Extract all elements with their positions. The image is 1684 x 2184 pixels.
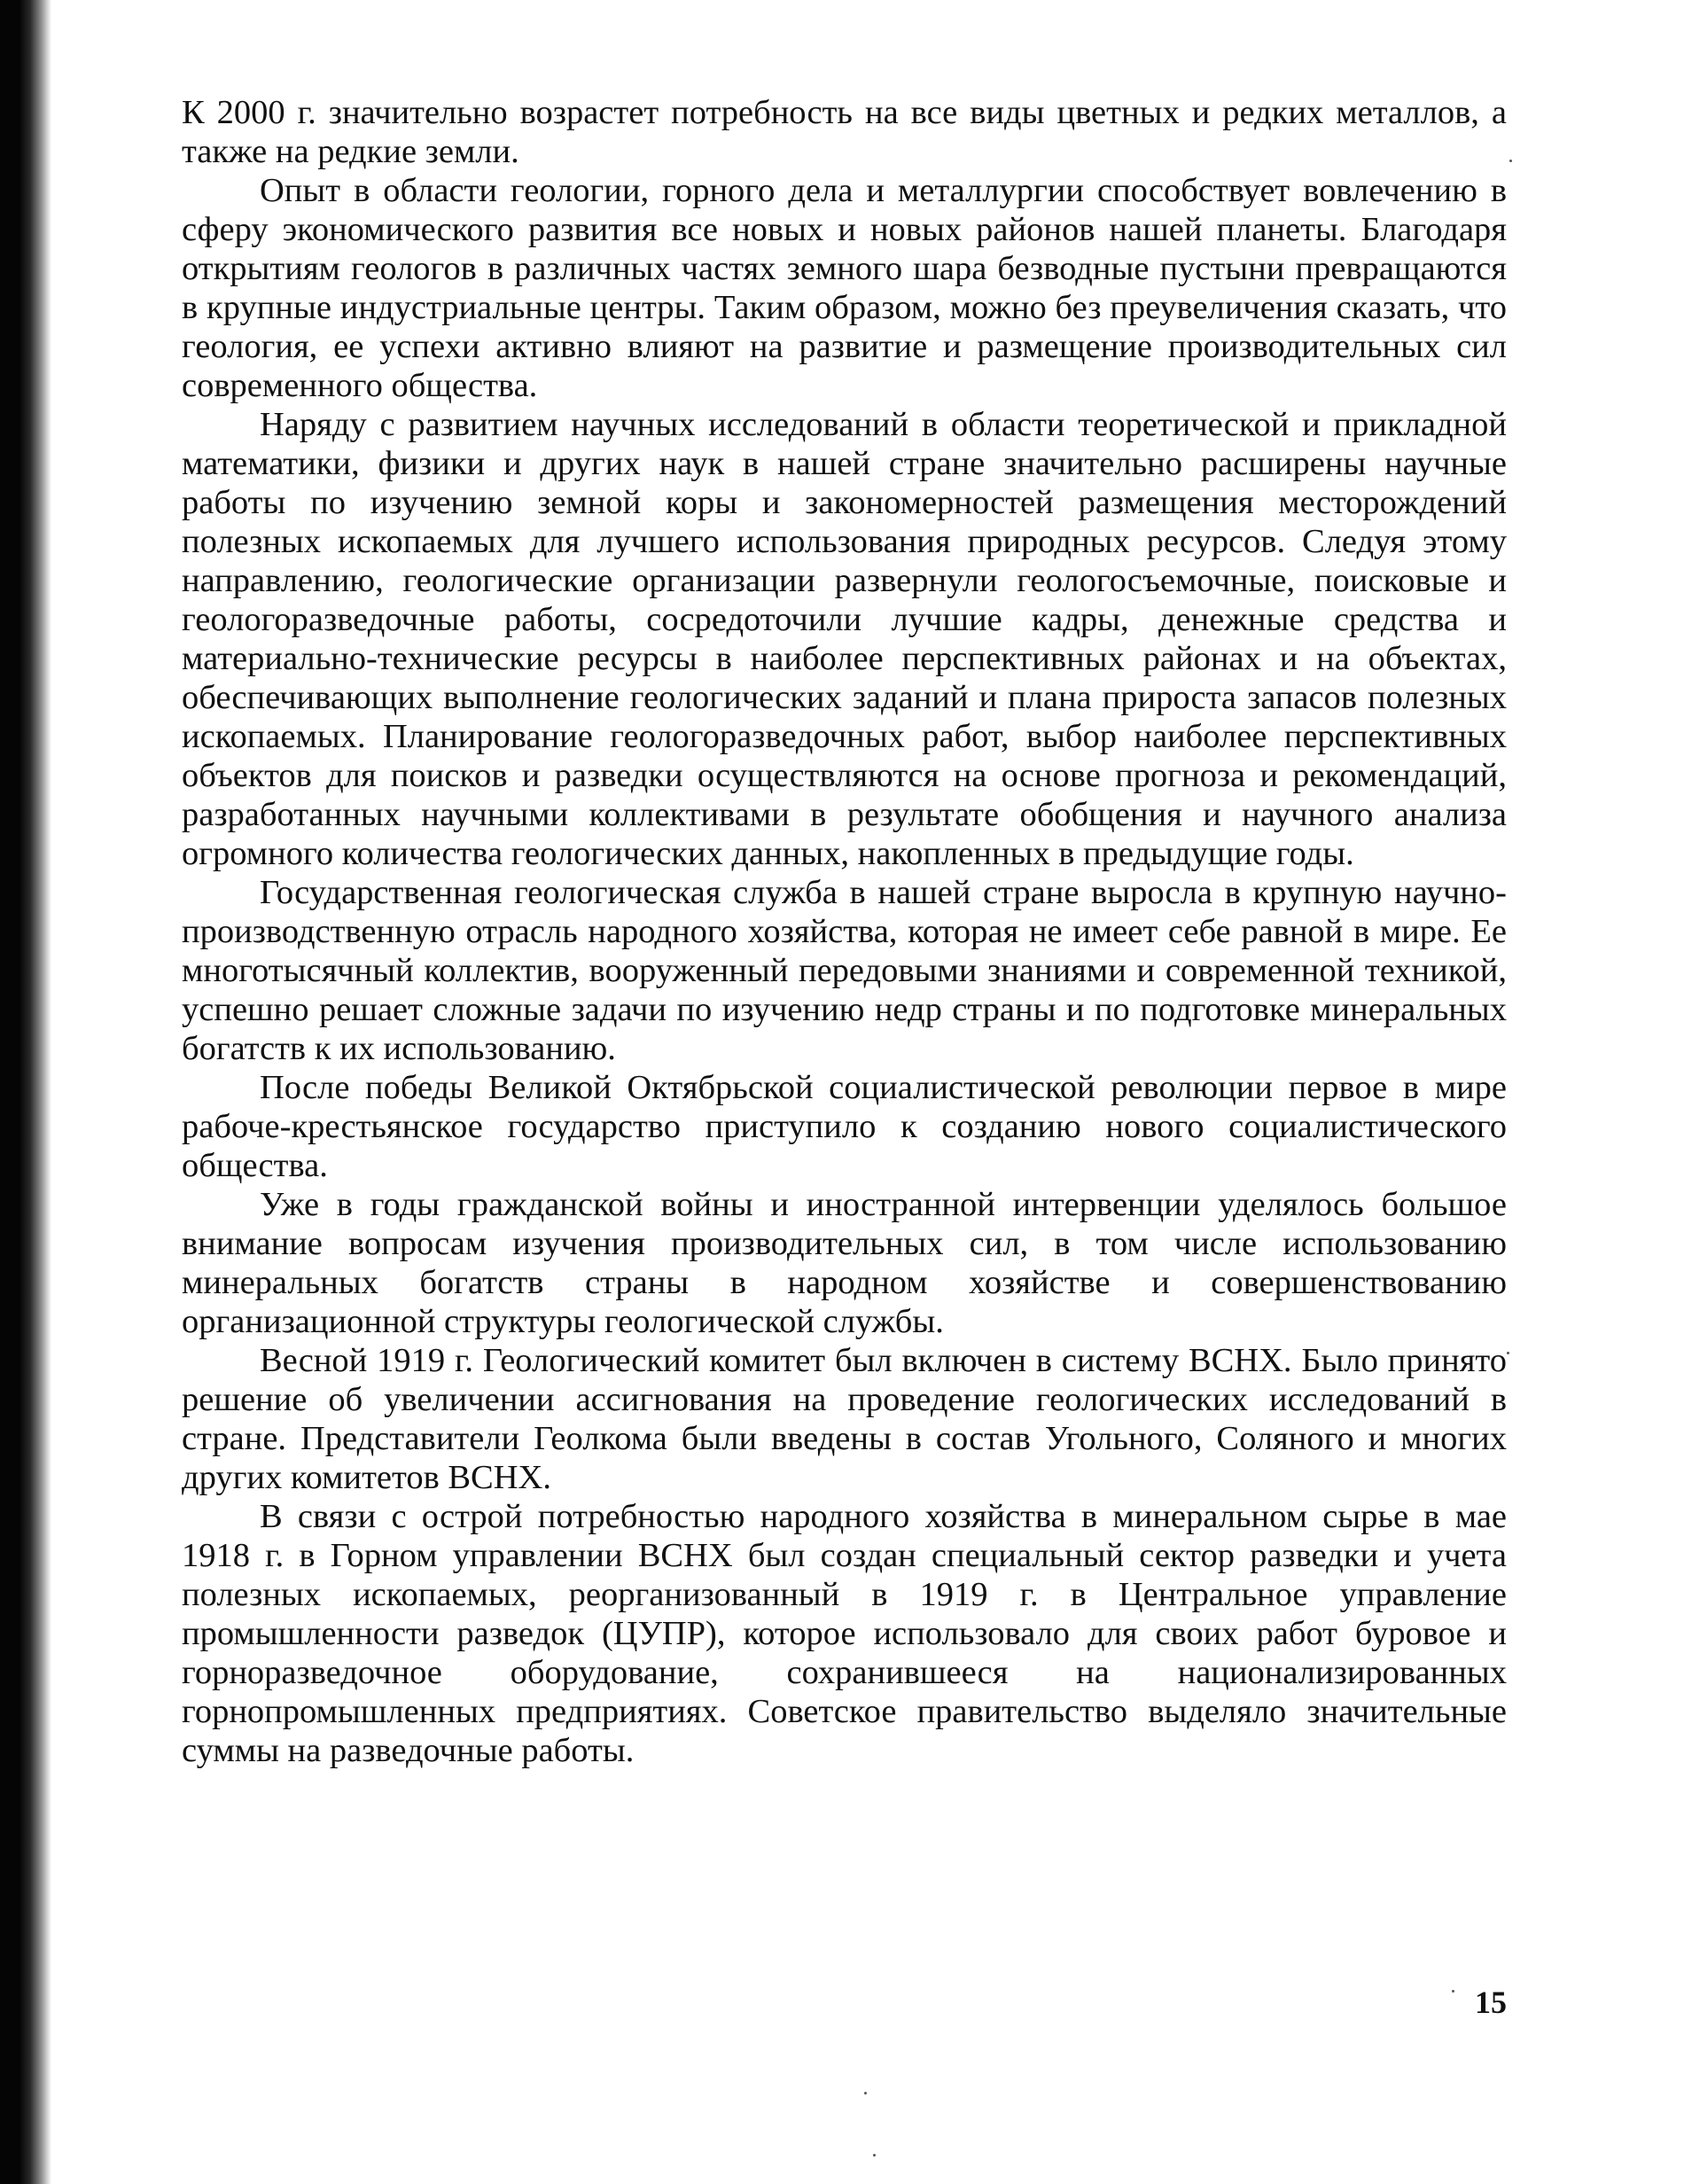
scan-speck: [1507, 1352, 1509, 1354]
paragraph-3: Наряду с развитием научных исследований в области теоретической и прикладной математики, физики и других наук в нашей стране значительно расширены научные работы по изучению земной коры и закономерностей размещения месторождений полезных ископаемых для лучшего использования природных ресурсов. Следуя этому направлению, геологические организации развернули геологосъемочные, поисковые и геологоразведочные работы, сосредоточили лучшие кадры, денежные средства и материально-технические ресурсы в наиболее перспективных районах и на объектах, обеспечивающих выполнение геологических заданий и плана прироста запасов полезных ископаемых. Планирование геологоразведочных работ, выбор наиболее перспективных объектов для поисков и разведки осуществляются на основе прогноза и рекомендаций, разработанных научными коллективами в результате обобщения и научного анализа огромного количества геологических данных, накопленных в предыдущие годы.: [182, 406, 1507, 872]
paragraph-1: К 2000 г. значительно возрастет потребность на все виды цветных и редких металлов, а также на редкие земли.: [182, 94, 1507, 170]
scan-speck: [873, 2154, 876, 2157]
paragraph-6: Уже в годы гражданской войны и иностранной интервенции уделялось большое внимание вопросам изучения производительных сил, в том числе использованию минеральных богатств страны в народном хозяйстве и совершенствованию организационной структуры геологической службы.: [182, 1186, 1507, 1340]
scan-speck: [1509, 160, 1512, 162]
paragraph-5: После победы Великой Октябрьской социалистической революции первое в мире рабоче-крестьянское государство приступило к созданию нового социалистического общества.: [182, 1069, 1507, 1184]
page-body: [182, 93, 1507, 1770]
page-number: 15: [1475, 1985, 1507, 2020]
scan-binding-edge: [0, 0, 51, 2184]
paragraph-8: В связи с острой потребностью народного хозяйства в минеральном сырье в мае 1918 г. в Горном управлении ВСНХ был создан специальный сектор разведки и учета полезных ископаемых, реорганизованный в 1919 г. в Центральное управление промышленности разведок (ЦУПР), которое использовало для своих работ буровое и горноразведочное оборудование, сохранившееся на национализированных горнопромышленных предприятиях. Советское правительство выделяло значительные суммы на разведочные работы.: [182, 1498, 1507, 1769]
paragraph-4: Государственная геологическая служба в нашей стране выросла в крупную научно-производственную отрасль народного хозяйства, которая не имеет себе равной в мире. Ее многотысячный коллектив, вооруженный передовыми знаниями и современной техникой, успешно решает сложные задачи по изучению недр страны и по подготовке минеральных богатств к их использованию.: [182, 874, 1507, 1067]
scan-speck: [1452, 1990, 1454, 1993]
paragraph-2: Опыт в области геологии, горного дела и металлургии способствует вовлечению в сферу экономического развития все новых и новых районов нашей планеты. Благодаря открытиям геологов в различных частях земного шара безводные пустыни превращаются в крупные индустриальные центры. Таким образом, можно без преувеличения сказать, что геология, ее успехи активно влияют на развитие и размещение производительных сил современного общества.: [182, 172, 1507, 404]
paragraph-7: Весной 1919 г. Геологический комитет был включен в систему ВСНХ. Было принято решение об увеличении ассигнования на проведение геологических исследований в стране. Представители Геолкома были введены в состав Угольного, Соляного и многих других комитетов ВСНХ.: [182, 1342, 1507, 1496]
scan-speck: [864, 2092, 867, 2094]
